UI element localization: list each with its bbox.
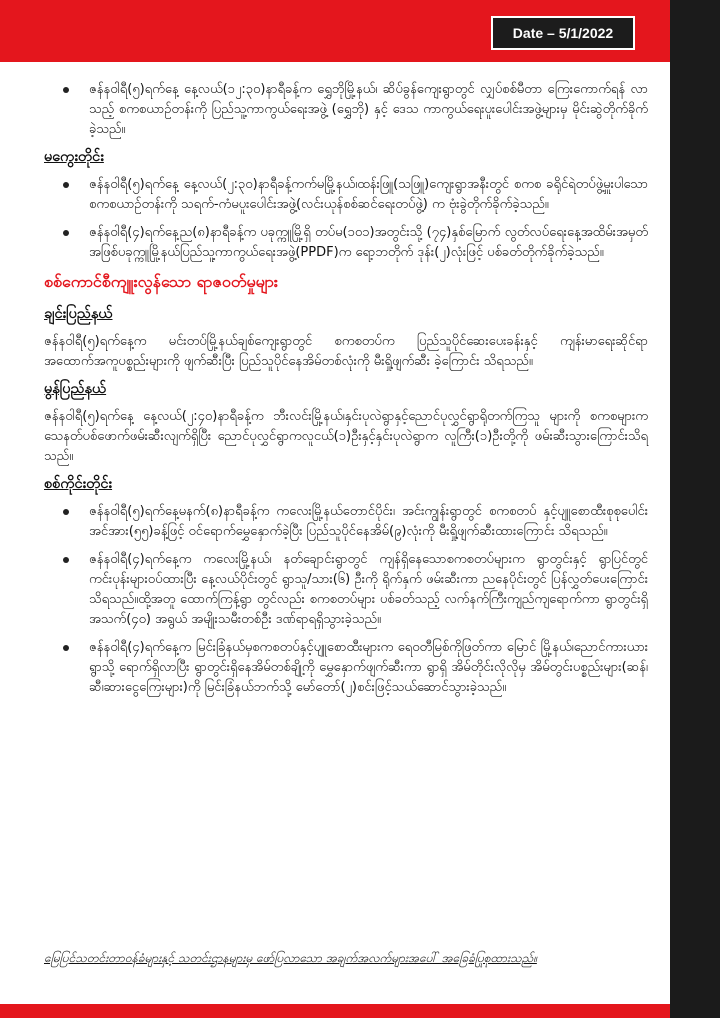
chin-paragraph: ဇန်နဝါရီ(၅)ရက်နေ့က မင်းတပ်မြို့နယ်ချစ်ကျေးရွာတွင် စကစတပ်က ပြည်သူပိုင်ဆေးပေးခန်းနှင့် ကျန်းမာရေးဆိုင်ရာအထောက်အကူပစ္စည်းများကို ဖျက်ဆီးပြီး ပြည်သူပိုင်နေအိမ်တစ်လုံးကို မီးရှို့ဖျက်ဆီး ခဲ့ကြောင်း သိရသည်။: [44, 334, 648, 369]
section-heading-sagaing: စစ်ကိုင်းတိုင်း: [44, 476, 113, 492]
section-title-atrocities: စစ်ကောင်စီကျူးလွန်သော ရာဇဝတ်မှုများ: [44, 272, 278, 291]
mon-paragraph: ဇန်နဝါရီ(၅)ရက်နေ့ နေ့လယ်(၂:၄၀)နာရီခန့်က ဘီးလင်းမြို့နယ်၊နှင်းပုလဲရွာနှင့်ညောင်ပုလွှင်ရွာရိုတက်ကြသူ များကို စကစများက သေနတ်ပစ်ဖောက်ဖမ်းဆီးလျက်ရှိပြီး ညောင်ပုလွှင်ရွာကလူငယ်(၁)ဦးနှင့်နှင်းပုလဲရွာက လူကြီး(၁)ဦးတို့ကို ဖမ်းဆီးသွားကြောင်းသိရသည်။: [44, 409, 648, 464]
list-item: ဇန်နဝါရီ(၅)ရက်နေ့ နေ့လယ်(၂:၃၀)နာရီခန့်ကက်မမြို့နယ်၊ထန်းဖြူ(သဖြူ)ကျေးရွာအနီးတွင် စကစ ခရိုင်ရဲတပ်ဖွဲ့မှူးပါသောစကစယာဉ်တန်းကို သရက်-ကံမပူးပေါင်းအဖွဲ့(လင်းယုန်စစ်ဆင်ရေးတပ်ဖွဲ့) က ဗုံးခွဲတိုက်ခိုက်ခဲ့သည်။: [44, 175, 648, 215]
date-badge: Date – 5/1/2022: [491, 16, 635, 50]
section-heading-magway: မကွေးတိုင်း: [44, 149, 104, 165]
bullet-icon: [63, 557, 69, 563]
bullet-icon: [63, 87, 69, 93]
intro-list: [44, 80, 648, 140]
list-item: ဇန်နဝါရီ(၅)ရက်နေ့မနက်(၈)နာရီခန့်က ကလေးမြို့နယ်တောင်ပိုင်း၊ အင်းကျွန်းရွာတွင် စကစတပ် နှင့်ပျူစောထီးစုစုပေါင်းအင်အား(၅၅)ခန့်ဖြင့် ဝင်ရောက်မွှေနှောက်ခဲ့ပြီး ပြည်သူပိုင်နေအိမ်(၉)လုံးကို မီးရှို့ဖျက်ဆီးထားကြောင်း သိရသည်။: [44, 502, 648, 542]
magway-list: [44, 175, 648, 263]
list-item: ဇန်နဝါရီ(၄)ရက်နေ့က မြင်းခြံနယ်မှစကစတပ်နှင့်ပျူစောထီးများက ရေဝတီမြစ်ကိုဖြတ်ကာ မြောင် မြို့နယ်၊ညောင်ကားယားရွာသို့ ရောက်ရှိလာပြီး ရွာတွင်းရှိနေအိမ်တစ်ချို့ကို မွှေနှောက်ဖျက်ဆီးကာ ရွာရှိ အိမ်တိုင်းလိုလိုမှ အိမ်တွင်းပစ္စည်းများ(ဆန်၊ဆီ၊ဆားငွေကြေးများ)ကို မြင်းခြံနယ်ဘက်သို့ မော်တော်(၂)စင်းဖြင့်သယ်ဆောင်သွားခဲ့သည်။: [44, 638, 648, 698]
section-heading-chin: ချင်းပြည်နယ်: [44, 306, 113, 322]
sagaing-list: [44, 502, 648, 698]
list-item: ဇန်နဝါရီ(၅)ရက်နေ့ နေ့လယ်(၁၂:၃၀)နာရီခန့်က ရွှေဘိုမြို့နယ်၊ ဆိပ်ခွန်ကျေးရွာတွင် လျှပ်စစ်မီတာ ကြေးကောက်ရန် လာသည့် စကစယာဉ်တန်းကို ပြည်သူ့ကာကွယ်ရေးအဖွဲ့ (ရွှေဘို) နှင့် ဒေသ ကာကွယ်ရေးပူးပေါင်းအဖွဲ့များမှ မိုင်းဆွဲတိုက်ခိုက်ခဲ့သည်။: [44, 80, 648, 140]
page-edge: [670, 0, 720, 1018]
list-item: ဇန်နဝါရီ(၄)ရက်နေ့က ကလေးမြို့နယ်၊ နတ်ချောင်းရွာတွင် ကျန်ရှိနေသောစကစတပ်များက ရွာတွင်းနှင့် ရွာပြင်တွင် ကင်းပုန်းများဝပ်ထားပြီး နေ့လယ်ပိုင်းတွင် ရွာသူ/သား(၆) ဦးကို ရိုက်နှက် ဖမ်းဆီးကာ ညနေပိုင်းတွင် ပြန်လွှတ်ပေးကြောင်းသိရသည်။ထို့အတူ ထောက်ကြန့်ရွာ တွင်လည်း စကစတပ်များ ပစ်ခတ်သည့် လက်နက်ကြီးကျည်ကျရောက်ကာ ရွာတွင်းရှိ အသက်(၄၀) အရွယ် အမျိုးသမီးတစ်ဦး ဒဏ်ရာရရှိသွားခဲ့သည်။: [44, 550, 648, 630]
source-note: မြေပြင်သတင်းတာဝန်ခံများနှင့် သတင်းဌာနများမှ ဖော်ပြလာသော အချက်အလက်များအပေါ် အခြေခံပြုစုထားသည်။: [44, 951, 537, 965]
list-item: ဇန်နဝါရီ(၄)ရက်နေ့ည(၈)နာရီခန့်က ပခုက္ကူမြို့ရှိ တပ်မ(၁၀၁)အတွင်းသို့ (၇၄)နှစ်မြောက် လွတ်လပ်ရေးနေ့အထိမ်းအမှတ်အဖြစ်ပခုက္ကူမြို့နယ်ပြည်သူ့ကာကွယ်ရေးအဖွဲ့(PPDF)က ရော့ဘတိုက် ဒုန်း(၂)လုံးဖြင့် ပစ်ခတ်တိုက်ခိုက်ခဲ့သည်။: [44, 223, 648, 263]
footer-bar: [0, 1004, 670, 1018]
document-page: [0, 62, 670, 992]
bullet-icon: [63, 182, 69, 188]
bullet-icon: [63, 230, 69, 236]
bullet-icon: [63, 645, 69, 651]
bullet-icon: [63, 509, 69, 515]
document-content: [44, 80, 648, 706]
section-heading-mon: မွန်ပြည်နယ်: [44, 381, 107, 397]
